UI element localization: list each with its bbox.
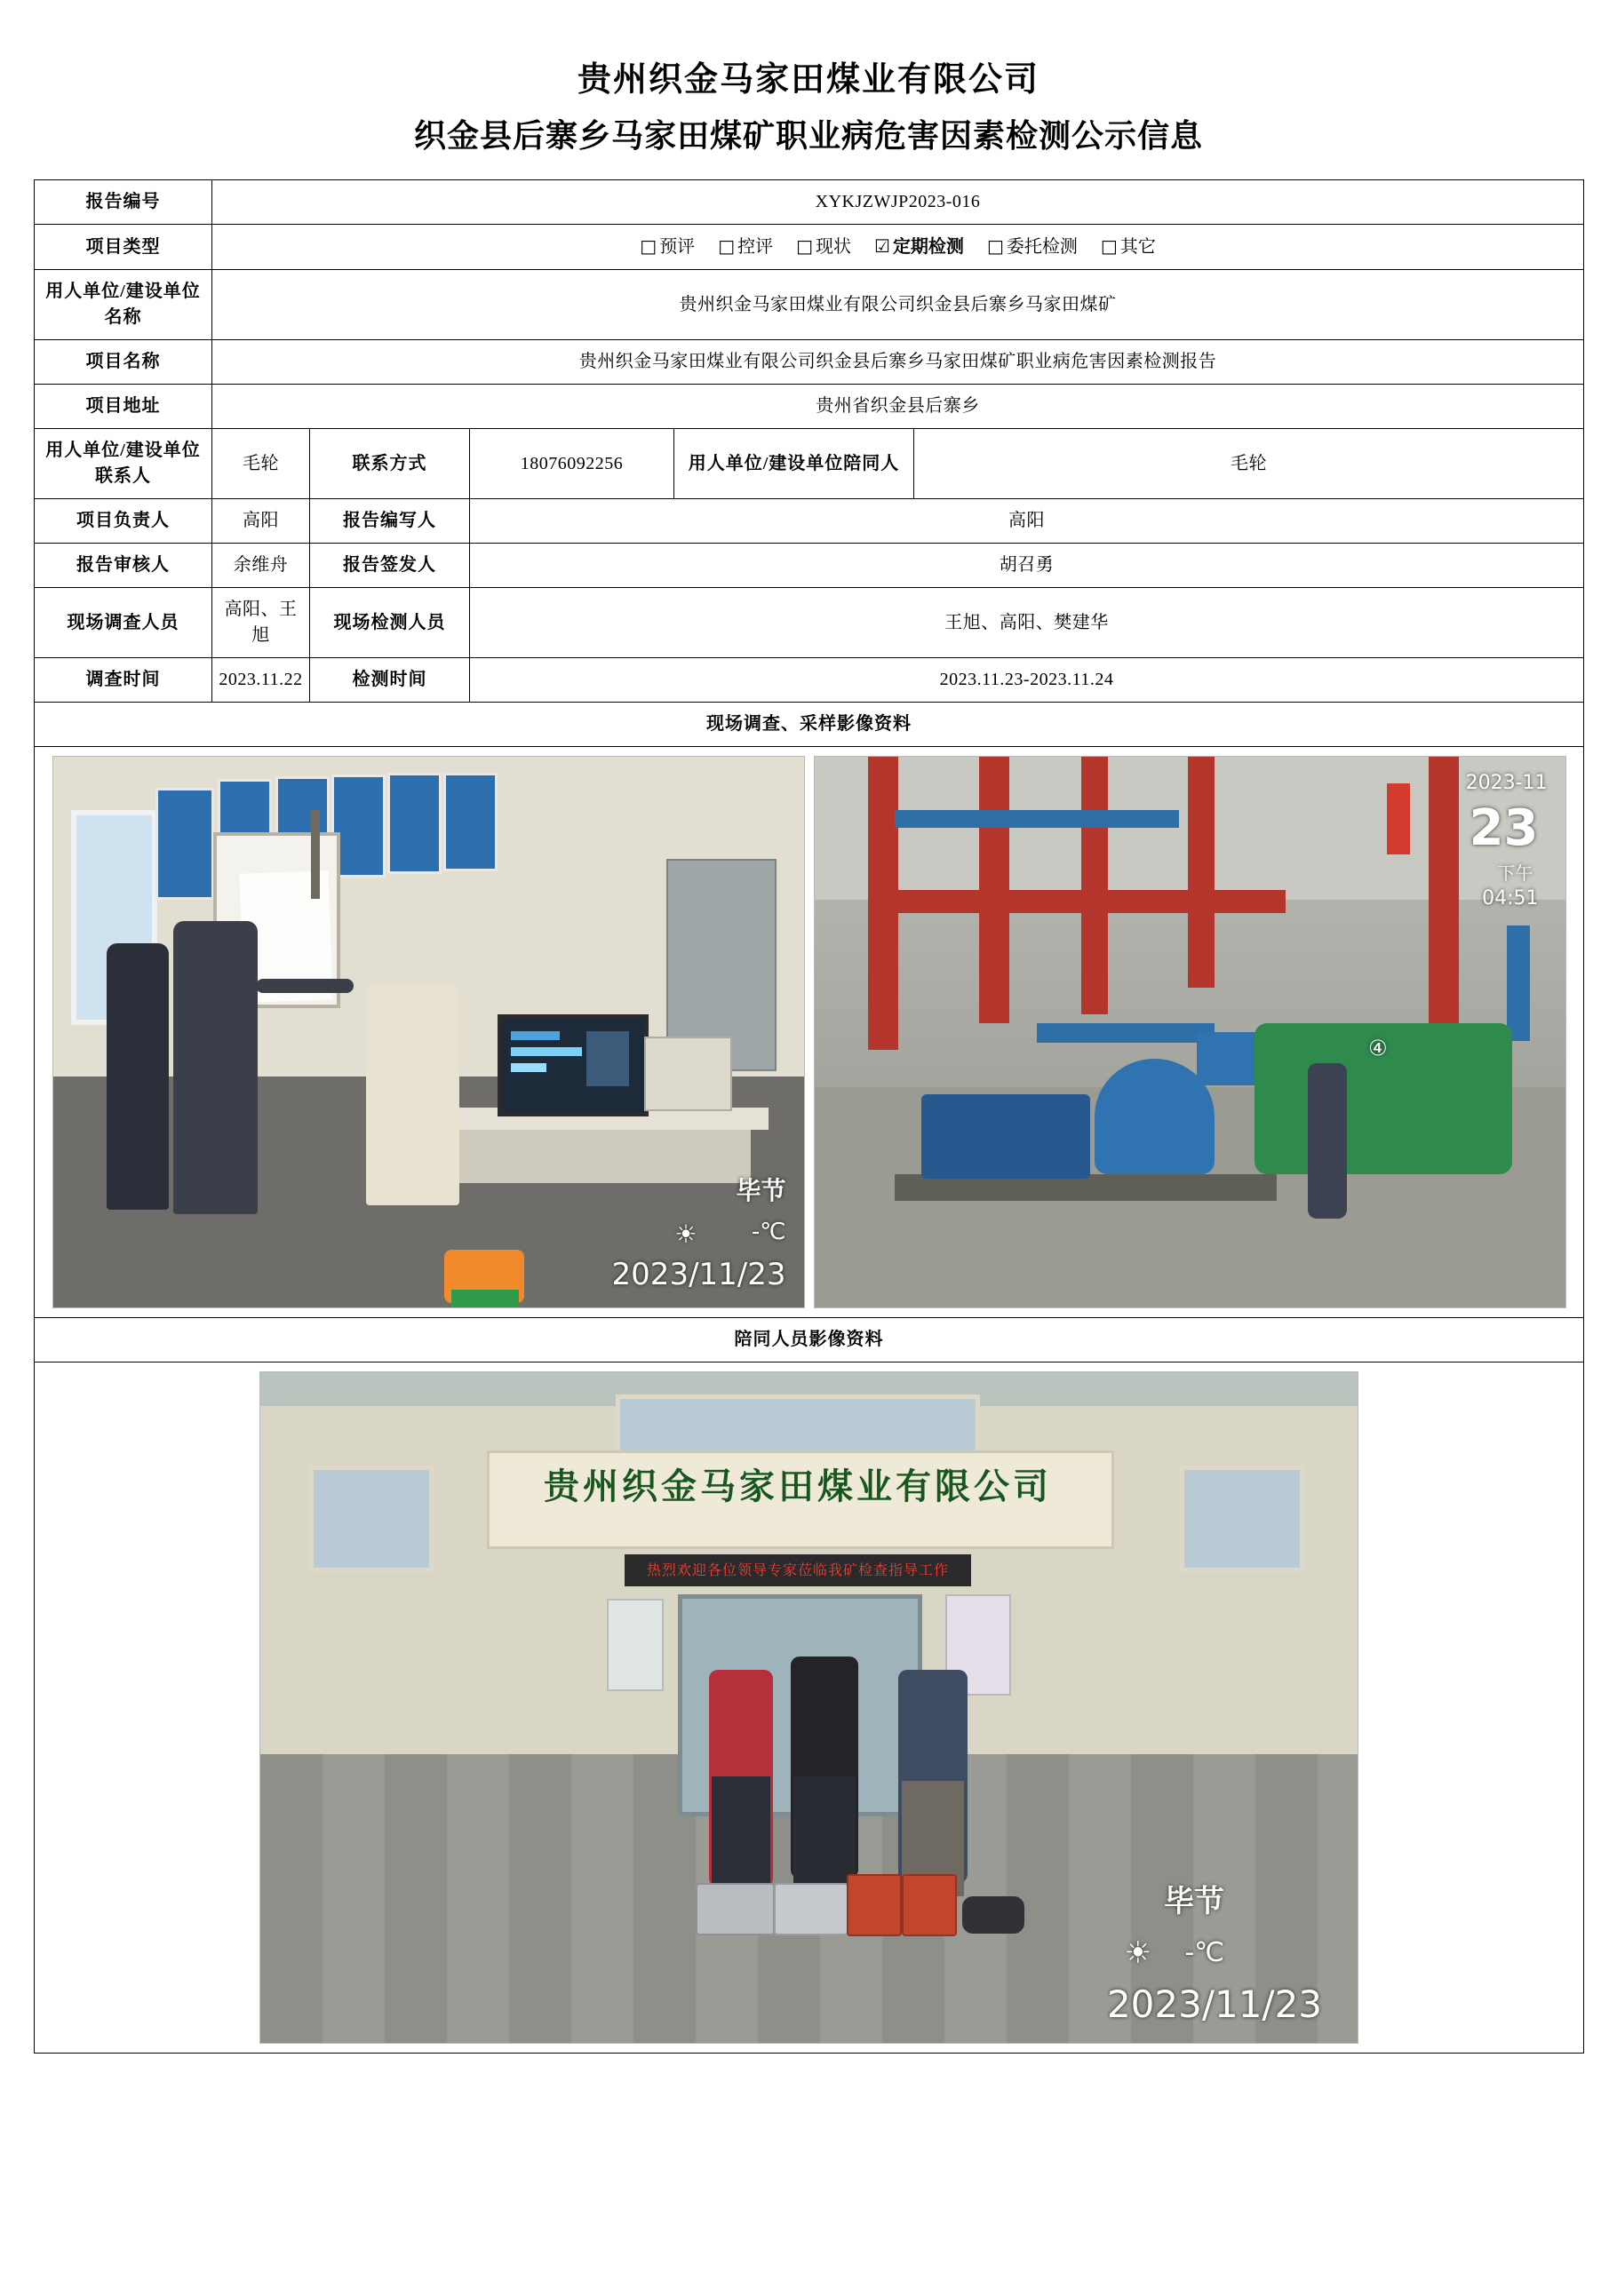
table-row xyxy=(35,225,1584,270)
instrument-case xyxy=(774,1883,848,1935)
project-type-options xyxy=(212,225,1584,270)
contact-value: 毛轮 xyxy=(212,429,310,499)
disclosure-table xyxy=(34,179,1584,2054)
project-type-label: 项目类型 xyxy=(35,225,212,270)
report-reviewer-label: 报告审核人 xyxy=(35,544,212,588)
contact-label: 用人单位/建设单位联系人 xyxy=(35,429,212,499)
stool-legs xyxy=(451,1290,519,1308)
table-row xyxy=(35,1318,1584,1363)
computer-monitor xyxy=(498,1014,649,1116)
company-title: 贵州织金马家田煤业有限公司 xyxy=(577,59,1040,99)
table-row xyxy=(35,499,1584,544)
person-seated-operator xyxy=(366,983,459,1205)
photo-stamp-temp: -℃ xyxy=(1184,1937,1225,1968)
pipe-red-vertical xyxy=(1188,757,1215,988)
notice-board xyxy=(387,773,442,874)
project-name-label: 项目名称 xyxy=(35,340,212,385)
site-investigators-label: 现场调查人员 xyxy=(35,588,212,658)
table-row xyxy=(35,703,1584,747)
checkbox-unchecked-icon[interactable]: □ xyxy=(718,235,736,257)
escort-value: 毛轮 xyxy=(914,429,1584,499)
checkbox-unchecked-icon[interactable]: □ xyxy=(796,235,813,257)
table-row xyxy=(35,747,1584,1318)
led-banner: 热烈欢迎各位领导专家莅临我矿检查指导工作 xyxy=(625,1554,971,1586)
phone-value: 18076092256 xyxy=(470,429,674,499)
tank-support xyxy=(1378,1072,1401,1161)
pipe-blue-horizontal xyxy=(1037,1023,1215,1043)
table-row xyxy=(35,340,1584,385)
table-row xyxy=(35,180,1584,225)
project-type-option-2[interactable]: □ 现状 xyxy=(796,234,851,260)
site-investigators-value: 高阳、王旭 xyxy=(212,588,310,658)
sun-icon: ☀ xyxy=(674,1220,697,1250)
photo-stamp-ampm: 下午 xyxy=(1497,862,1533,884)
table-row xyxy=(35,1363,1584,2054)
test-time-value: 2023.11.23-2023.11.24 xyxy=(470,658,1584,703)
arm-pointing xyxy=(256,979,354,993)
table-row xyxy=(35,385,1584,429)
photo-site-survey-office xyxy=(52,756,805,1308)
table-row xyxy=(35,588,1584,658)
photo-stamp-city: 毕节 xyxy=(1164,1883,1225,1919)
pipe-blue-vertical xyxy=(1507,926,1530,1041)
report-no-value: XYKJZWJP2023-016 xyxy=(212,180,1584,225)
instrument-case xyxy=(696,1883,775,1935)
electric-motor xyxy=(921,1094,1090,1179)
report-reviewer-value: 余维舟 xyxy=(212,544,310,588)
table-row xyxy=(35,429,1584,499)
table-row xyxy=(35,658,1584,703)
project-address-label: 项目地址 xyxy=(35,385,212,429)
equipment-bag xyxy=(962,1896,1024,1934)
project-type-option-3[interactable]: ☑ 定期检测 xyxy=(874,234,964,260)
checkbox-unchecked-icon[interactable]: □ xyxy=(1100,235,1118,257)
water-pump xyxy=(1095,1059,1215,1174)
media-section-2-body xyxy=(35,1363,1584,2054)
pipe-red-horizontal xyxy=(868,890,1286,913)
pipe-red-vertical xyxy=(1429,757,1459,1050)
photo-stamp-yearmonth: 2023-11 xyxy=(1465,772,1548,794)
media-section-1-body xyxy=(35,747,1584,1318)
media-section-1-title: 现场调查、采样影像资料 xyxy=(35,703,1584,747)
project-leader-label: 项目负责人 xyxy=(35,499,212,544)
employer-value: 贵州织金马家田煤业有限公司织金县后寨乡马家田煤矿 xyxy=(212,270,1584,340)
employer-label: 用人单位/建设单位名称 xyxy=(35,270,212,340)
table-row xyxy=(35,270,1584,340)
test-time-label: 检测时间 xyxy=(310,658,470,703)
checkbox-unchecked-icon[interactable]: □ xyxy=(986,235,1004,257)
person-standing-left xyxy=(107,943,169,1210)
table-row xyxy=(35,544,1584,588)
photo-stamp-date: 2023/11/23 xyxy=(611,1256,786,1292)
pipe-red-vertical xyxy=(1081,757,1108,1014)
tank-mark-label: ④ xyxy=(1368,1036,1388,1061)
photo-stamp-date: 2023/11/23 xyxy=(1106,1982,1323,2026)
notice-board xyxy=(155,788,214,900)
window xyxy=(309,1466,434,1572)
person-worker xyxy=(1308,1063,1347,1219)
escort-label: 用人单位/建设单位陪同人 xyxy=(674,429,914,499)
project-type-option-0[interactable]: □ 预评 xyxy=(640,234,695,260)
photo-escort-group xyxy=(259,1371,1358,2044)
checkbox-unchecked-icon[interactable]: □ xyxy=(640,235,657,257)
building-sign: 贵州织金马家田煤业有限公司 xyxy=(544,1466,1053,1507)
report-issuer-value: 胡召勇 xyxy=(470,544,1584,588)
survey-time-label: 调查时间 xyxy=(35,658,212,703)
project-address-value: 贵州省织金县后寨乡 xyxy=(212,385,1584,429)
project-leader-value: 高阳 xyxy=(212,499,310,544)
notice-board xyxy=(443,773,498,871)
sampler-case-red xyxy=(847,1874,902,1936)
wall-poster xyxy=(607,1599,664,1691)
photo-site-sampling-pumproom xyxy=(814,756,1566,1308)
report-issuer-label: 报告签发人 xyxy=(310,544,470,588)
person-left-trousers xyxy=(712,1776,770,1892)
sampler-case-red xyxy=(902,1874,957,1936)
photo-stamp-temp: -℃ xyxy=(751,1219,786,1246)
media-section-2-title: 陪同人员影像资料 xyxy=(35,1318,1584,1363)
project-type-option-4[interactable]: □ 委托检测 xyxy=(987,234,1078,260)
phone-label: 联系方式 xyxy=(310,429,470,499)
project-type-option-5[interactable]: □ 其它 xyxy=(1101,234,1156,260)
pole xyxy=(311,810,320,899)
site-testers-label: 现场检测人员 xyxy=(310,588,470,658)
report-writer-value: 高阳 xyxy=(470,499,1584,544)
survey-time-value: 2023.11.22 xyxy=(212,658,310,703)
photo-stamp-time: 04:51 xyxy=(1482,887,1539,910)
report-writer-label: 报告编写人 xyxy=(310,499,470,544)
report-no-label: 报告编号 xyxy=(35,180,212,225)
photo-stamp-city: 毕节 xyxy=(736,1176,786,1206)
window xyxy=(1180,1466,1304,1572)
person-standing-middle xyxy=(173,921,258,1214)
desktop-computer xyxy=(644,1037,732,1111)
pipe-blue-horizontal xyxy=(895,810,1179,828)
project-name-value: 贵州织金马家田煤业有限公司织金县后寨乡马家田煤矿职业病危害因素检测报告 xyxy=(212,340,1584,385)
site-testers-value: 王旭、高阳、樊建华 xyxy=(470,588,1584,658)
project-type-option-1[interactable]: □ 控评 xyxy=(718,234,773,260)
checkbox-checked-icon[interactable]: ☑ xyxy=(874,235,890,257)
photo-stamp-day: 23 xyxy=(1469,799,1539,857)
page-title: 织金县后寨乡马家田煤矿职业病危害因素检测公示信息 xyxy=(413,117,1203,155)
sun-icon: ☀ xyxy=(1124,1935,1152,1971)
arrow-up-icon xyxy=(1387,783,1410,854)
